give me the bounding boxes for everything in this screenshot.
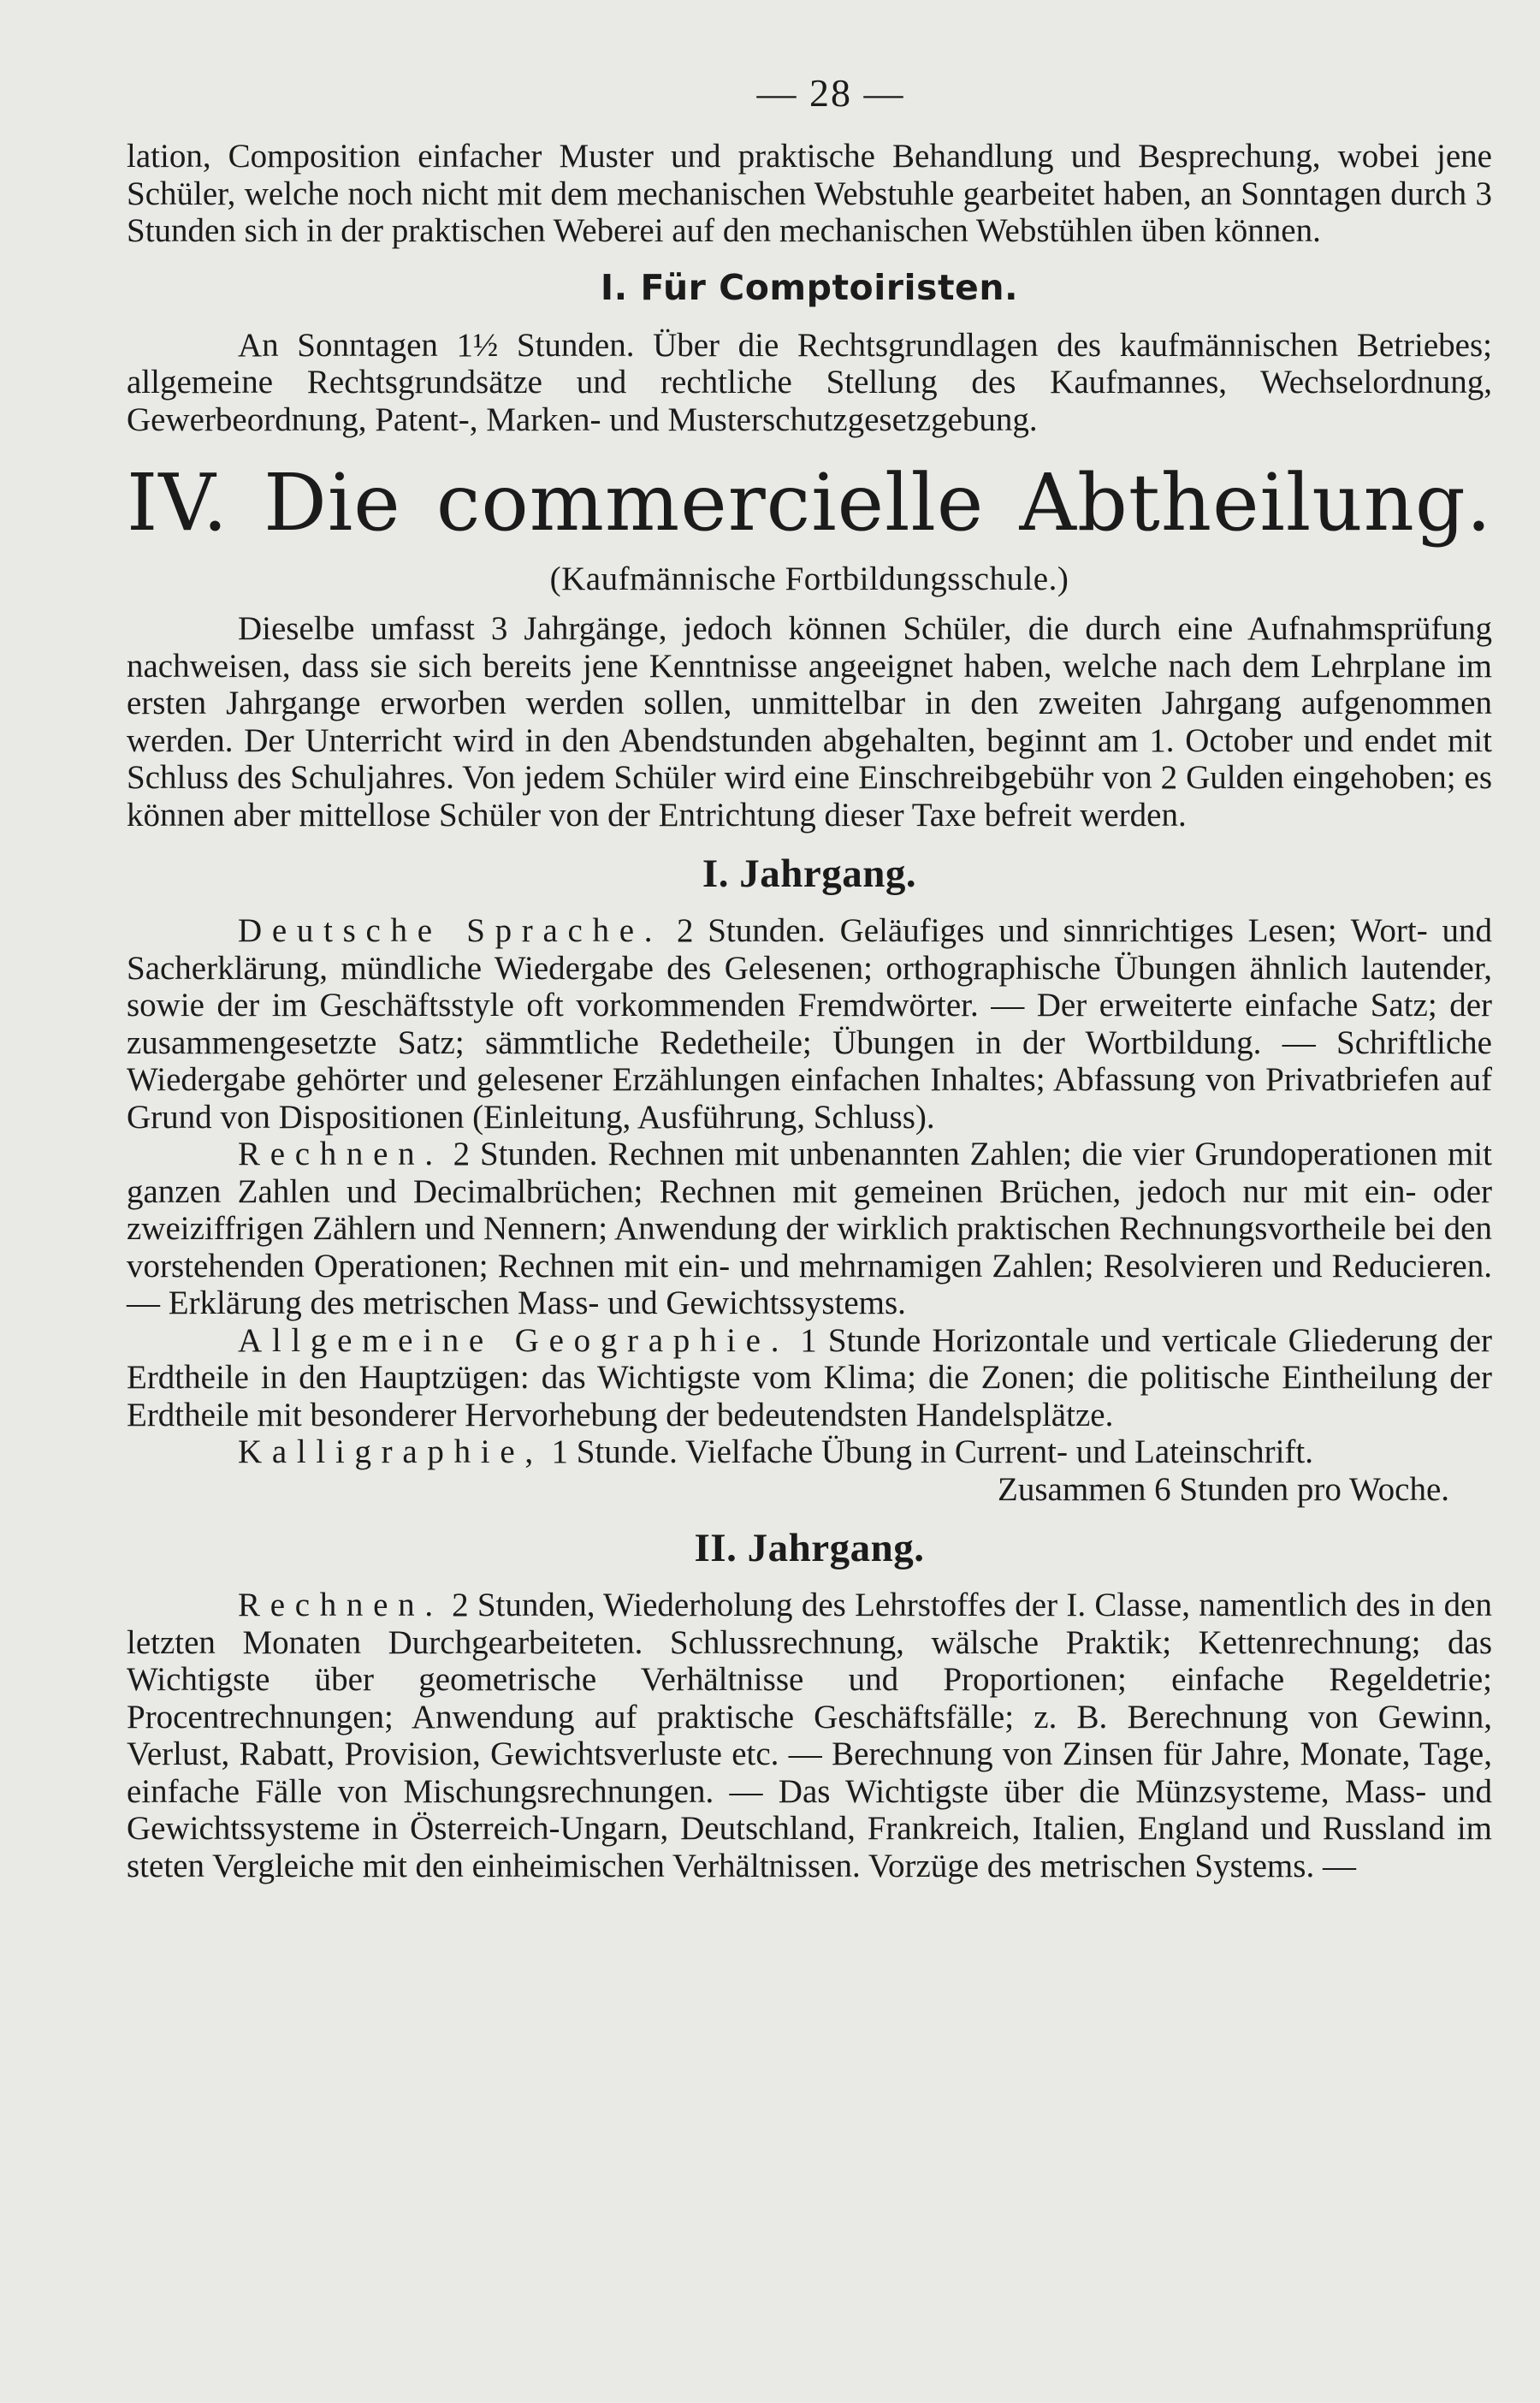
section-heading-comptoiristen: I. Für Comptoiristen. [600,266,1019,308]
subject-name: Rechnen. [238,1136,443,1172]
subject-paragraph-deutsch [127,912,1492,1136]
year-1-heading: I. Jahrgang. [702,851,917,896]
subject-text: 2 Stunden, Wiederholung des Lehrstoffes der I. Classe, namentlich des in den letzten Monaten Durchgearbeiteten. Schlussrechnung, wälsche Praktik; Kettenrechnung; das Wichtigste über geometrische Verhältnisse und Proportionen; einfache Regeldetrie; Procentrechnungen; Anwendung auf praktische Geschäftsfälle; z. B. Berechnung von Gewinn, Verlust, Rabatt, Provision, Gewichtsverluste etc. — Berechnung von Zinsen für Jahre, Monate, Tage, einfache Fälle von Mischungsrechnungen. — Das Wichtigste über die Münzsysteme, Mass- und Gewichtssysteme in Österreich-Ungarn, Deutschland, Frankreich, Italien, England und Russland im steten Vergleiche mit den einheimischen Verhältnissen. Vorzüge des metrischen Systems. — [127,1587,1492,1884]
subject-paragraph-kalligraphie [127,1433,1492,1471]
subject-name: Allgemeine Geographie. [238,1321,790,1359]
subject-text: 2 Stunden. Rechnen mit unbenannten Zahlen; die vier Grundoperationen mit ganzen Zahlen und Decimalbrüchen; Rechnen mit gemeinen Brüchen, jedoch nur mit ein- oder zweiziffrigen Zählern und Nennern; Anwendung der wirklich praktischen Rechnungsvortheile bei den vorstehenden Operationen; Rechnen mit ein- und mehrnamigen Zahlen; Resolvieren und Reducieren. — Erklärung des metrischen Mass- und Gewichtssystems. [127,1136,1492,1321]
subject-text: 1 Stunde Horizontale und verticale Gliederung der Erdtheile in den Hauptzügen: das Wichtigste vom Klima; die Zonen; die politische Eintheilung der Erdtheile mit besonderer Hervorhebung der bedeutendsten Handelsplätze. [127,1321,1492,1433]
subject-name: Deutsche Sprache. [238,912,663,949]
subject-name: Rechnen. [238,1587,443,1623]
chapter-title: IV. Die commercielle Abtheilung. [127,457,1492,549]
page-number: — 28 — [756,71,905,115]
subject-paragraph-geographie [127,1322,1492,1434]
subject-text: 2 Stunden. Geläufiges und sinnrichtiges Lesen; Wort- und Sacherklärung, mündliche Wiedergabe des Gelesenen; orthographische Übungen ähnlich lautender, sowie der im Geschäftsstyle oft vorkommenden Fremdwörter. — Der erweiterte einfache Satz; der zusammengesetzte Satz; sämmtliche Redetheile; Übungen in der Wortbildung. — Schriftliche Wiedergabe gehörter und gelesener Erzählungen einfachen Inhaltes; Abfassung von Privatbriefen auf Grund von Dispositionen (Einleitung, Ausführung, Schluss). [127,912,1492,1136]
subject-paragraph-rechnen [127,1136,1492,1322]
weekly-total: Zusammen 6 Stunden pro Woche. [998,1470,1449,1508]
chapter-subtitle: (Kaufmännische Fortbildungsschule.) [549,561,1069,597]
intro-paragraph: lation, Composition einfacher Muster und praktische Behandlung und Besprechung, wobei jene Schüler, welche noch nicht mit dem mechanischen Webstuhle gearbeitet haben, an Sonntagen durch 3 Stunden sich in der praktischen Weberei auf den mechanischen Webstühlen üben können. [127,138,1492,249]
weekly-total-row [127,1471,1492,1509]
subject-text: 1 Stunde. Vielfache Übung in Current- und Lateinschrift. [542,1433,1313,1470]
year-2-heading: II. Jahrgang. [694,1526,925,1570]
subject-paragraph-rechnen-2 [127,1587,1492,1884]
division-paragraph: Dieselbe umfasst 3 Jahrgänge, jedoch können Schüler, die durch eine Aufnahmsprüfung nachweisen, dass sie sich bereits jene Kenntnisse angeeignet haben, welche nach dem Lehrplane im ersten Jahrgange erworben werden sollen, unmittelbar in den zweiten Jahrgang aufgenommen werden. Der Unterricht wird in den Abendstunden abgehalten, beginnt am 1. October und endet mit Schluss des Schuljahres. Von jedem Schüler wird eine Einschreibgebühr von 2 Gulden eingehoben; es können aber mittellose Schüler von der Entrichtung dieser Taxe befreit werden. [127,610,1492,834]
comptoir-paragraph: An Sonntagen 1½ Stunden. Über die Rechtsgrundlagen des kaufmännischen Betriebes; allgemeine Rechtsgrundsätze und rechtliche Stellung des Kaufmannes, Wechselordnung, Gewerbeordnung, Patent-, Marken- und Musterschutzgesetzgebung. [127,326,1492,438]
subject-name: Kalligraphie, [238,1433,543,1470]
